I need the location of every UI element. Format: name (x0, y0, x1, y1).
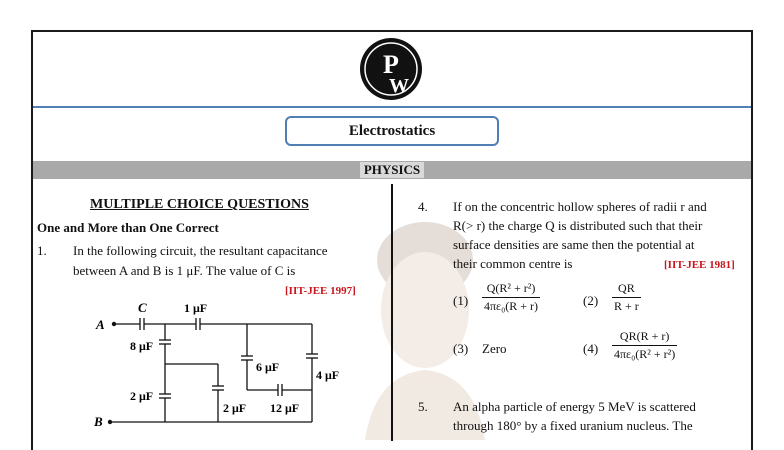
q4-line2: R(> r) the charge Q is distributed such that their (453, 218, 703, 233)
section-title: MULTIPLE CHOICE QUESTIONS (90, 197, 309, 212)
q1-source: [IIT-JEE 1997] (285, 285, 356, 297)
subject-bar (33, 161, 751, 179)
opt4-numerator: QR(R + r) (612, 328, 677, 346)
q5-line2: through 180° by a fixed uranium nucleus. The (453, 418, 693, 433)
q1-line2: between A and B is 1 μF. The value of C is (73, 263, 296, 278)
cap-8uf-label: 8 μF (130, 339, 154, 353)
subject-label: PHYSICS (360, 162, 424, 178)
q4-option2-formula (612, 280, 641, 315)
column-divider (391, 184, 393, 441)
q4-line3: surface densities are same then the potential at (453, 237, 695, 252)
q4-source: [IIT-JEE 1981] (664, 259, 735, 271)
opt1-numerator: Q(R² + r²) (482, 280, 540, 298)
node-a-label: A (96, 317, 105, 332)
q5-line1: An alpha particle of energy 5 MeV is scattered (453, 399, 696, 414)
topic-title: Electrostatics (285, 116, 499, 146)
q4-option4-formula (612, 328, 677, 363)
opt1-denominator: 4πε₀(R + r) (484, 299, 539, 313)
header-rule (33, 106, 751, 108)
q4-line4: their common centre is (453, 256, 573, 271)
cap-2uf-left-label: 2 μF (130, 389, 154, 403)
node-b-label: B (94, 414, 103, 429)
logo-letter-w: W (389, 75, 409, 97)
cap-1uf-label: 1 μF (184, 301, 208, 315)
q4-option2-label: (2) (583, 293, 599, 308)
q4-line1: If on the concentric hollow spheres of radii r and (453, 199, 707, 214)
q1-number: 1. (37, 243, 47, 258)
opt2-numerator: QR (612, 280, 641, 298)
q4-option1-label: (1) (453, 293, 469, 308)
opt4-denominator: 4πε₀(R² + r²) (614, 347, 676, 361)
logo-letter-p: P (383, 50, 399, 79)
q4-number: 4. (418, 199, 428, 214)
cap-4uf-label: 4 μF (316, 368, 340, 382)
q4-option3-label: (3) (453, 341, 469, 356)
q5-number: 5. (418, 399, 428, 414)
q1-line1: In the following circuit, the resultant capacitance (73, 243, 328, 258)
opt2-denominator: R + r (614, 299, 639, 313)
capacitor-circuit-diagram (90, 298, 340, 441)
subsection-title: One and More than One Correct (37, 220, 219, 235)
q4-option4-label: (4) (583, 341, 599, 356)
q4-option3-text: Zero (482, 341, 507, 356)
q4-option1-formula (482, 280, 540, 315)
cap-c-label: C (138, 300, 147, 315)
pw-logo-icon (359, 37, 423, 101)
cap-12uf-label: 12 μF (270, 401, 300, 415)
cap-2uf-mid-label: 2 μF (223, 401, 247, 415)
cap-6uf-label: 6 μF (256, 360, 280, 374)
